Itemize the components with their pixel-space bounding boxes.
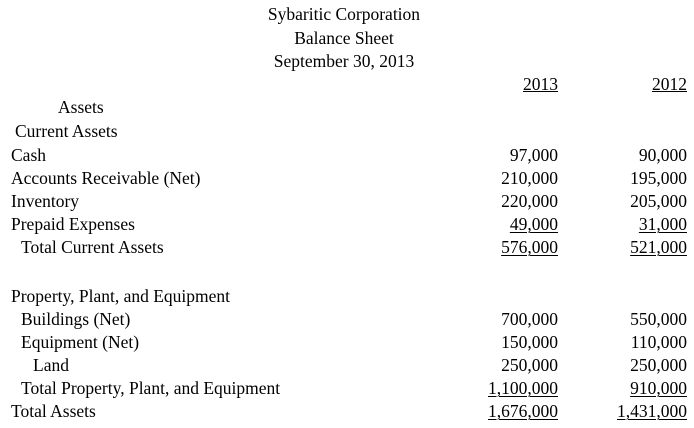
value-ar-2012: 195,000: [630, 168, 687, 188]
value-prepaid-2013: 49,000: [509, 214, 558, 234]
company-name: Sybaritic Corporation: [267, 4, 421, 24]
value-inventory-2013: 220,000: [501, 191, 558, 211]
row-label-buildings: Buildings (Net): [21, 309, 131, 329]
value-tca-2012: 521,000: [630, 237, 687, 257]
section-current-assets: Current Assets: [15, 121, 118, 141]
value-prepaid-2012: 31,000: [638, 214, 687, 234]
row-label-land: Land: [33, 355, 69, 375]
section-ppe: Property, Plant, and Equipment: [11, 286, 231, 306]
value-cash-2012: 90,000: [638, 145, 687, 165]
column-header-2013: 2013: [523, 74, 558, 94]
value-inventory-2012: 205,000: [630, 191, 687, 211]
value-total-assets-2013: 1,676,000: [488, 401, 558, 421]
row-label-total-assets: Total Assets: [11, 401, 96, 421]
row-label-total-ppe: Total Property, Plant, and Equipment: [21, 378, 281, 398]
value-tca-2013: 576,000: [501, 237, 558, 257]
column-header-2012: 2012: [652, 74, 687, 94]
row-label-accounts-receivable: Accounts Receivable (Net): [11, 168, 201, 188]
value-land-2012: 250,000: [630, 355, 687, 375]
statement-date: September 30, 2013: [273, 51, 415, 71]
section-assets: Assets: [58, 97, 104, 117]
row-label-equipment: Equipment (Net): [21, 332, 140, 352]
value-cash-2013: 97,000: [509, 145, 558, 165]
row-label-cash: Cash: [11, 145, 46, 165]
row-label-prepaid-expenses: Prepaid Expenses: [11, 214, 135, 234]
row-label-total-current-assets: Total Current Assets: [21, 237, 164, 257]
statement-title: Balance Sheet: [294, 28, 394, 48]
value-tppe-2012: 910,000: [630, 378, 687, 398]
value-tppe-2013: 1,100,000: [488, 378, 558, 398]
value-equipment-2012: 110,000: [630, 332, 687, 352]
value-buildings-2013: 700,000: [501, 309, 558, 329]
value-buildings-2012: 550,000: [630, 309, 687, 329]
value-ar-2013: 210,000: [501, 168, 558, 188]
value-equipment-2013: 150,000: [501, 332, 558, 352]
value-total-assets-2012: 1,431,000: [617, 401, 687, 421]
row-label-inventory: Inventory: [11, 191, 80, 211]
value-land-2013: 250,000: [501, 355, 558, 375]
